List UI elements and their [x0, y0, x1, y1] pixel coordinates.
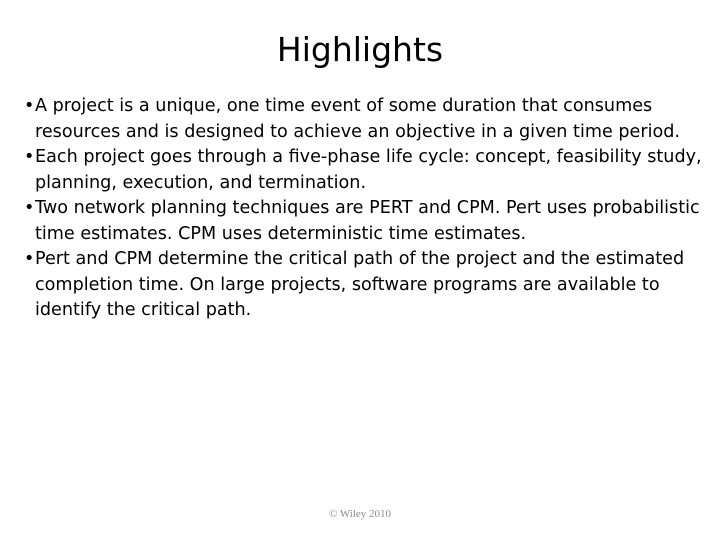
bullet-marker-icon: • — [24, 249, 35, 269]
bullet-list — [24, 94, 708, 324]
bullet-text: Two network planning techniques are PERT and CPM. Pert uses probabilistic time estimates. CPM uses deterministic time estimates. — [35, 198, 700, 244]
bullet-item — [24, 145, 708, 196]
bullet-text: Each project goes through a five-phase life cycle: concept, feasibility study, planning, execution, and termination. — [35, 147, 702, 193]
bullet-marker-icon: • — [24, 198, 35, 218]
bullet-item — [24, 94, 708, 145]
bullet-marker-icon: • — [24, 96, 35, 116]
slide-title: Highlights — [276, 30, 444, 69]
bullet-marker-icon: • — [24, 147, 35, 167]
bullet-text: A project is a unique, one time event of some duration that consumes resources and is designed to achieve an objective in a given time period. — [35, 96, 681, 142]
copyright-footer: © Wiley 2010 — [328, 508, 392, 520]
bullet-item — [24, 247, 708, 324]
bullet-text: Pert and CPM determine the critical path of the project and the estimated completion time. On large projects, software programs are available to identify the critical path. — [35, 249, 685, 320]
bullet-item — [24, 196, 708, 247]
